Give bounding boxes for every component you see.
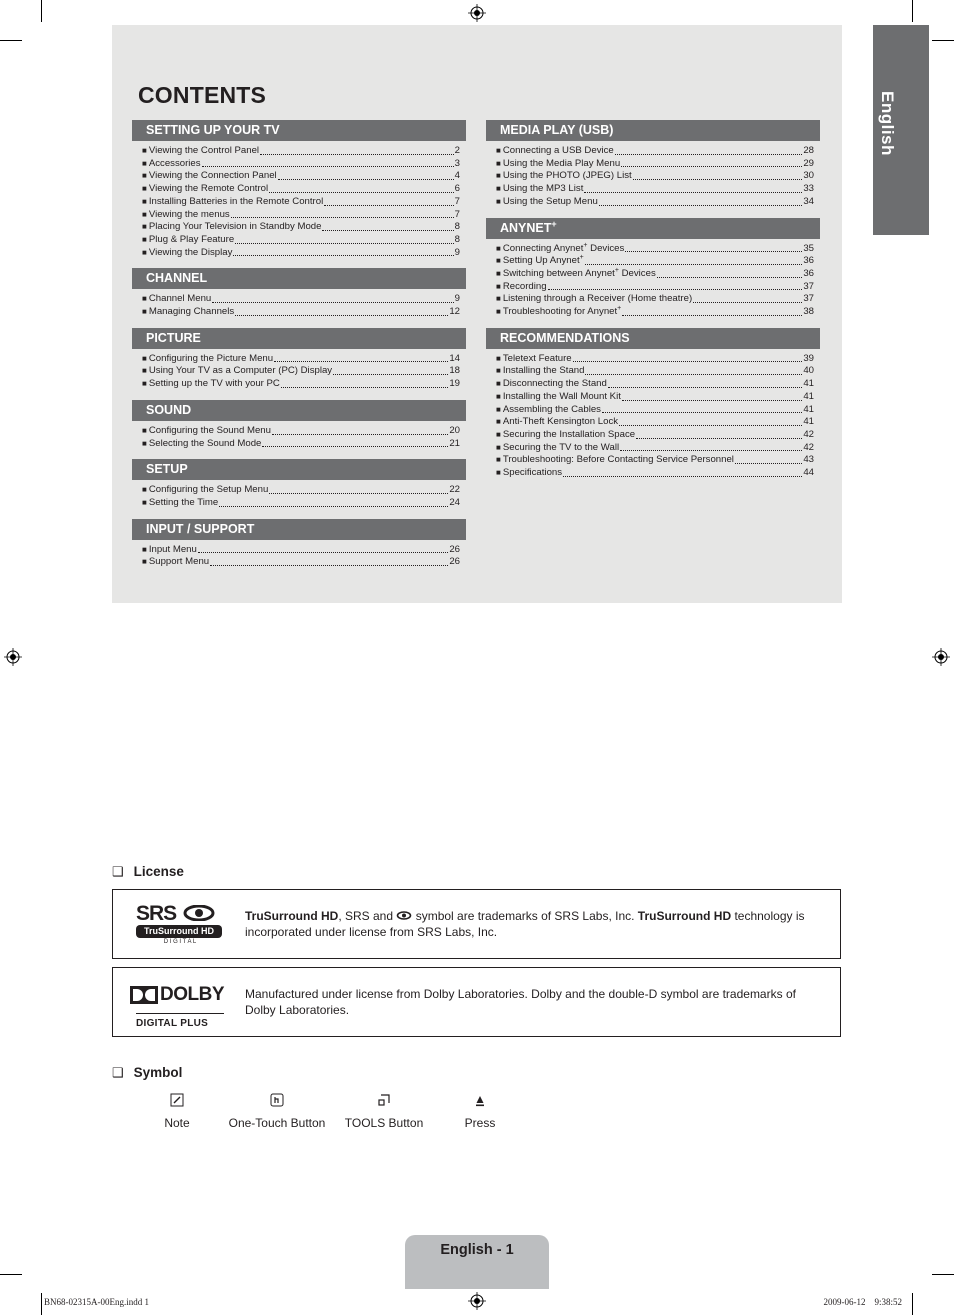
page-title: CONTENTS [138, 82, 267, 108]
dot-leader [333, 365, 448, 375]
square-bullet-icon: ■ [142, 209, 147, 219]
square-bullet-icon: ■ [496, 353, 501, 363]
toc-entry-label: Connecting a USB Device [502, 145, 614, 156]
dot-leader [584, 183, 802, 193]
dot-leader [219, 497, 448, 507]
toc-entry[interactable] [142, 209, 460, 222]
toc-entry-label: Securing the Installation Space [502, 428, 636, 440]
dot-leader [585, 365, 802, 375]
toc-entry-page: 4 [454, 170, 460, 182]
dot-leader [260, 145, 454, 155]
contents-column-left [132, 120, 466, 578]
press-icon [474, 1092, 486, 1108]
dot-leader [735, 454, 802, 464]
toc-entry[interactable] [142, 158, 460, 171]
toc-entry-page: 26 [449, 556, 460, 568]
square-bullet-icon: ■ [496, 442, 501, 452]
square-bullet-icon: ■ [142, 497, 147, 507]
toc-entry-label: Installing the Wall Mount Kit [502, 390, 621, 402]
contents-column-right [486, 120, 820, 489]
square-bullet-icon: ■ [496, 256, 501, 266]
toc-entry-label: Installing Batteries in the Remote Control [148, 195, 324, 207]
square-bullet-icon: ■ [142, 294, 147, 304]
square-bullet-icon: ■ [142, 557, 147, 567]
section-heading: RECOMMENDATIONS [486, 328, 820, 349]
dot-leader [621, 158, 802, 168]
square-bullet-icon: ■ [142, 171, 147, 181]
dolby-logo-sub: DIGITAL PLUS [136, 1018, 209, 1029]
toc-entry[interactable] [142, 196, 460, 209]
toc-entry[interactable] [496, 353, 814, 366]
toc-entry[interactable] [496, 442, 814, 455]
toc-entry-label: Viewing the Control Panel [148, 145, 260, 156]
crop-mark [41, 1293, 42, 1315]
dot-leader [324, 196, 453, 206]
toc-entry-page: 21 [449, 437, 460, 449]
dot-leader [198, 544, 448, 554]
registration-mark-icon [932, 648, 950, 666]
language-tab-label: English [878, 91, 897, 156]
dolby-double-d-icon [130, 986, 158, 1004]
toc-entry[interactable] [496, 429, 814, 442]
toc-entry-page: 14 [449, 352, 460, 364]
toc-entry[interactable] [142, 170, 460, 183]
toc-entry[interactable] [142, 365, 460, 378]
section-heading: ANYNET+ [486, 218, 820, 239]
square-bullet-icon: ■ [142, 184, 147, 194]
square-bullet-icon: ■ [496, 184, 501, 194]
square-bullet-icon: ■ [496, 307, 501, 317]
toc-entry-page: 28 [803, 145, 814, 156]
dot-leader [633, 170, 803, 180]
toc-entry-page: 41 [803, 390, 814, 402]
toc-entry-page: 39 [803, 352, 814, 364]
toc-entry[interactable] [142, 221, 460, 234]
square-bullet-icon: ■ [496, 196, 501, 206]
square-bullet-icon: ■ [496, 366, 501, 376]
dot-leader [622, 306, 802, 316]
section-heading: CHANNEL [132, 268, 466, 289]
toc-entry-page: 3 [454, 157, 460, 169]
toc-entry-label: Channel Menu [148, 293, 212, 305]
registration-mark-icon [4, 648, 22, 666]
dot-leader [281, 378, 448, 388]
toc-entry-label: Using the Setup Menu [502, 195, 598, 207]
section-items [132, 540, 466, 569]
section-heading: SETTING UP YOUR TV [132, 120, 466, 141]
square-bullet-icon: ■ [142, 158, 147, 168]
toc-entry-page: 42 [803, 441, 814, 453]
toc-entry-page: 38 [803, 306, 814, 318]
symbol-one-touch: One-Touch Button [225, 1092, 329, 1130]
dot-leader [693, 293, 802, 303]
crop-mark [0, 1274, 22, 1275]
page-number-tab [405, 1235, 549, 1289]
section-heading: PICTURE [132, 328, 466, 349]
square-bullet-icon: ■ [142, 379, 147, 389]
toc-entry[interactable] [142, 183, 460, 196]
toc-entry-label: Troubleshooting: Before Contacting Service Personnel [502, 454, 734, 466]
toc-entry[interactable] [496, 243, 814, 256]
toc-entry-page: 26 [449, 543, 460, 555]
toc-entry-page: 37 [803, 293, 814, 305]
toc-entry-label: Disconnecting the Stand [502, 378, 607, 390]
toc-entry-page: 33 [803, 183, 814, 195]
square-bullet-icon: ■ [496, 243, 501, 253]
toc-entry-label: Recording [502, 280, 547, 292]
date-slug: 2009-06-12 9:38:52 [823, 1297, 902, 1307]
toc-entry-page: 36 [803, 267, 814, 279]
square-bullet-icon: ■ [496, 417, 501, 427]
symbol-press: Press [456, 1092, 504, 1130]
dot-leader [585, 255, 803, 265]
registration-mark-icon [468, 4, 486, 22]
square-bullet-icon: ■ [496, 281, 501, 291]
square-bullet-icon: ■ [496, 171, 501, 181]
section-items [132, 349, 466, 391]
toc-entry[interactable] [142, 378, 460, 391]
toc-entry-label: Configuring the Setup Menu [148, 484, 269, 496]
dot-leader [619, 416, 802, 426]
square-bullet-icon: ■ [142, 222, 147, 232]
crop-mark [912, 1293, 913, 1315]
toc-entry-label: Plug & Play Feature [148, 233, 235, 245]
toc-entry-label: Viewing the menus [148, 208, 230, 220]
checkbox-bullet-icon: ❑ [112, 1065, 124, 1080]
dot-leader [322, 221, 453, 231]
toc-entry-page: 41 [803, 403, 814, 415]
square-bullet-icon: ■ [496, 268, 501, 278]
toc-entry[interactable] [496, 391, 814, 404]
toc-entry-label: Anti-Theft Kensington Lock [502, 416, 619, 428]
toc-entry-label: Accessories [148, 157, 201, 169]
section-items [132, 421, 466, 450]
toc-entry-label: Switching between Anynet+ Devices [502, 266, 656, 279]
srs-symbol-icon [396, 911, 412, 920]
file-slug: BN68-02315A-00Eng.indd 1 [44, 1297, 149, 1307]
toc-entry-label: Specifications [502, 467, 563, 479]
checkbox-bullet-icon: ❑ [112, 864, 124, 879]
square-bullet-icon: ■ [142, 485, 147, 495]
srs-circle-icon [183, 905, 215, 921]
page-number: English - 1 [440, 1242, 514, 1258]
toc-entry-page: 8 [454, 233, 460, 245]
toc-entry-label: Using Your TV as a Computer (PC) Display [148, 365, 333, 377]
dot-leader [548, 281, 803, 291]
dot-leader [563, 467, 802, 477]
toc-entry[interactable] [142, 544, 460, 557]
dot-leader [625, 243, 802, 253]
dot-leader [602, 404, 802, 414]
toc-entry-label: Viewing the Remote Control [148, 183, 269, 195]
section-heading: SETUP [132, 459, 466, 480]
section-items [132, 289, 466, 318]
section-items [132, 141, 466, 259]
dot-leader [278, 170, 454, 180]
srs-license-box [112, 889, 841, 959]
toc-entry-page: 12 [449, 306, 460, 318]
dot-leader [622, 391, 802, 401]
toc-entry[interactable] [496, 255, 814, 268]
toc-entry[interactable] [496, 281, 814, 294]
srs-license-text: TruSurround HD, SRS and symbol are trademarks of SRS Labs, Inc. TruSurround HD technology is incorporated under license from SRS Labs, Inc. [245, 909, 805, 939]
square-bullet-icon: ■ [142, 234, 147, 244]
toc-entry-label: Setting Up Anynet+ [502, 254, 584, 267]
one-touch-icon [270, 1092, 284, 1108]
dot-leader [274, 353, 448, 363]
dot-leader [636, 429, 802, 439]
toc-entry-page: 36 [803, 255, 814, 267]
dolby-logo-divider [136, 1013, 224, 1014]
registration-mark-icon [468, 1292, 486, 1310]
toc-entry-page: 7 [454, 208, 460, 220]
toc-entry[interactable] [496, 145, 814, 158]
dolby-logo [125, 980, 225, 1029]
square-bullet-icon: ■ [142, 353, 147, 363]
square-bullet-icon: ■ [496, 455, 501, 465]
tools-icon [377, 1092, 391, 1108]
toc-entry-label: Setting up the TV with your PC [148, 378, 280, 390]
toc-entry-label: Teletext Feature [502, 352, 572, 364]
toc-entry-label: Support Menu [148, 556, 210, 568]
square-bullet-icon: ■ [142, 438, 147, 448]
toc-entry[interactable] [142, 234, 460, 247]
dolby-logo-text: DOLBY [160, 984, 224, 1005]
toc-entry-page: 2 [454, 145, 460, 156]
toc-entry-label: Troubleshooting for Anynet+ [502, 304, 622, 318]
toc-entry[interactable] [496, 306, 814, 319]
toc-entry-label: Input Menu [148, 543, 197, 555]
toc-entry-page: 18 [449, 365, 460, 377]
crop-mark [932, 40, 954, 41]
dot-leader [620, 442, 802, 452]
toc-entry[interactable] [496, 196, 814, 209]
dot-leader [212, 293, 453, 303]
crop-mark [932, 1274, 954, 1275]
dolby-license-box [112, 967, 841, 1037]
square-bullet-icon: ■ [496, 146, 501, 155]
section-heading: SOUND [132, 400, 466, 421]
toc-entry[interactable] [142, 425, 460, 438]
toc-entry[interactable] [142, 306, 460, 319]
dot-leader [608, 378, 802, 388]
dot-leader [272, 425, 448, 435]
dot-leader [262, 438, 448, 448]
symbol-note: Note [150, 1092, 204, 1130]
dot-leader [231, 209, 454, 219]
toc-entry-label: Connecting Anynet+ Devices [502, 241, 625, 254]
square-bullet-icon: ■ [142, 366, 147, 376]
square-bullet-icon: ■ [496, 468, 501, 478]
license-heading: ❑ License [112, 864, 184, 879]
toc-entry-label: Listening through a Receiver (Home theatre) [502, 293, 693, 305]
dot-leader [599, 196, 803, 206]
dot-leader [269, 484, 448, 494]
section-items [486, 141, 820, 209]
toc-entry[interactable] [496, 170, 814, 183]
section-heading: INPUT / SUPPORT [132, 519, 466, 540]
toc-entry-label: Managing Channels [148, 306, 235, 318]
toc-entry-label: Viewing the Connection Panel [148, 170, 277, 182]
toc-entry-page: 9 [454, 246, 460, 258]
symbol-heading: ❑ Symbol [112, 1065, 183, 1080]
toc-entry-page: 19 [449, 378, 460, 390]
toc-entry-page: 6 [454, 183, 460, 195]
section-items [132, 480, 466, 509]
toc-entry-page: 35 [803, 242, 814, 254]
dolby-license-text: Manufactured under license from Dolby Laboratories. Dolby and the double-D symbol are trademarks of Dolby Laboratories. [245, 987, 796, 1017]
language-tab [873, 25, 929, 235]
note-icon [170, 1092, 184, 1108]
toc-entry-page: 20 [449, 424, 460, 436]
dot-leader [202, 158, 454, 168]
toc-entry[interactable] [142, 145, 460, 158]
section-items [486, 239, 820, 319]
toc-entry[interactable] [142, 438, 460, 451]
toc-entry-page: 44 [803, 467, 814, 479]
toc-entry-label: Configuring the Sound Menu [148, 424, 271, 436]
toc-entry-label: Selecting the Sound Mode [148, 437, 262, 449]
toc-entry-page: 37 [803, 280, 814, 292]
toc-entry-page: 29 [803, 157, 814, 169]
dot-leader [235, 306, 448, 316]
toc-entry-page: 41 [803, 416, 814, 428]
toc-entry-label: Installing the Stand [502, 365, 585, 377]
toc-entry[interactable] [142, 497, 460, 510]
toc-entry[interactable] [142, 293, 460, 306]
toc-entry[interactable] [496, 365, 814, 378]
dot-leader [657, 268, 803, 278]
dot-leader [233, 247, 453, 257]
toc-entry-label: Securing the TV to the Wall [502, 441, 620, 453]
toc-entry[interactable] [496, 158, 814, 171]
srs-logo [125, 902, 225, 948]
toc-entry[interactable] [496, 378, 814, 391]
crop-mark [0, 40, 22, 41]
toc-entry[interactable] [496, 454, 814, 467]
square-bullet-icon: ■ [142, 425, 147, 435]
toc-entry-label: Configuring the Picture Menu [148, 352, 274, 364]
toc-entry-page: 9 [454, 293, 460, 305]
toc-entry-page: 34 [803, 195, 814, 207]
toc-entry-label: Using the PHOTO (JPEG) List [502, 170, 632, 182]
toc-entry[interactable] [496, 404, 814, 417]
toc-entry[interactable] [496, 467, 814, 480]
toc-entry[interactable] [142, 484, 460, 497]
toc-entry[interactable] [496, 183, 814, 196]
square-bullet-icon: ■ [142, 146, 147, 155]
dot-leader [210, 556, 448, 566]
dot-leader [615, 145, 803, 155]
srs-logo-sub: TruSurround HD [136, 925, 222, 938]
dot-leader [269, 183, 454, 193]
crop-mark [41, 0, 42, 22]
dot-leader [573, 353, 803, 363]
toc-entry-page: 8 [454, 221, 460, 233]
srs-logo-text: SRS [136, 902, 177, 925]
symbol-tools: TOOLS Button [340, 1092, 428, 1130]
square-bullet-icon: ■ [142, 544, 147, 554]
toc-entry-page: 7 [454, 195, 460, 207]
toc-entry-page: 42 [803, 428, 814, 440]
toc-entry-page: 24 [449, 496, 460, 508]
square-bullet-icon: ■ [496, 294, 501, 304]
square-bullet-icon: ■ [496, 158, 501, 168]
toc-entry-label: Placing Your Television in Standby Mode [148, 221, 322, 233]
section-heading: MEDIA PLAY (USB) [486, 120, 820, 141]
toc-entry-page: 22 [449, 484, 460, 496]
square-bullet-icon: ■ [496, 429, 501, 439]
square-bullet-icon: ■ [142, 196, 147, 206]
toc-entry[interactable] [496, 293, 814, 306]
toc-entry-page: 43 [803, 454, 814, 466]
square-bullet-icon: ■ [496, 391, 501, 401]
toc-entry-page: 41 [803, 378, 814, 390]
crop-mark [912, 0, 913, 22]
toc-entry[interactable] [496, 268, 814, 281]
toc-entry-label: Viewing the Display [148, 246, 233, 258]
toc-entry-label: Using the Media Play Menu [502, 157, 621, 169]
srs-logo-sub2: D I G I T A L [163, 939, 197, 945]
section-items [486, 349, 820, 480]
square-bullet-icon: ■ [496, 404, 501, 414]
toc-entry-label: Assembling the Cables [502, 403, 601, 415]
toc-entry-label: Setting the Time [148, 496, 219, 508]
toc-entry-label: Using the MP3 List [502, 183, 584, 195]
toc-entry[interactable] [142, 556, 460, 569]
toc-entry[interactable] [496, 416, 814, 429]
square-bullet-icon: ■ [496, 379, 501, 389]
square-bullet-icon: ■ [142, 307, 147, 317]
toc-entry[interactable] [142, 247, 460, 260]
toc-entry-page: 40 [803, 365, 814, 377]
square-bullet-icon: ■ [142, 247, 147, 257]
toc-entry-page: 30 [803, 170, 814, 182]
toc-entry[interactable] [142, 353, 460, 366]
dot-leader [235, 234, 453, 244]
